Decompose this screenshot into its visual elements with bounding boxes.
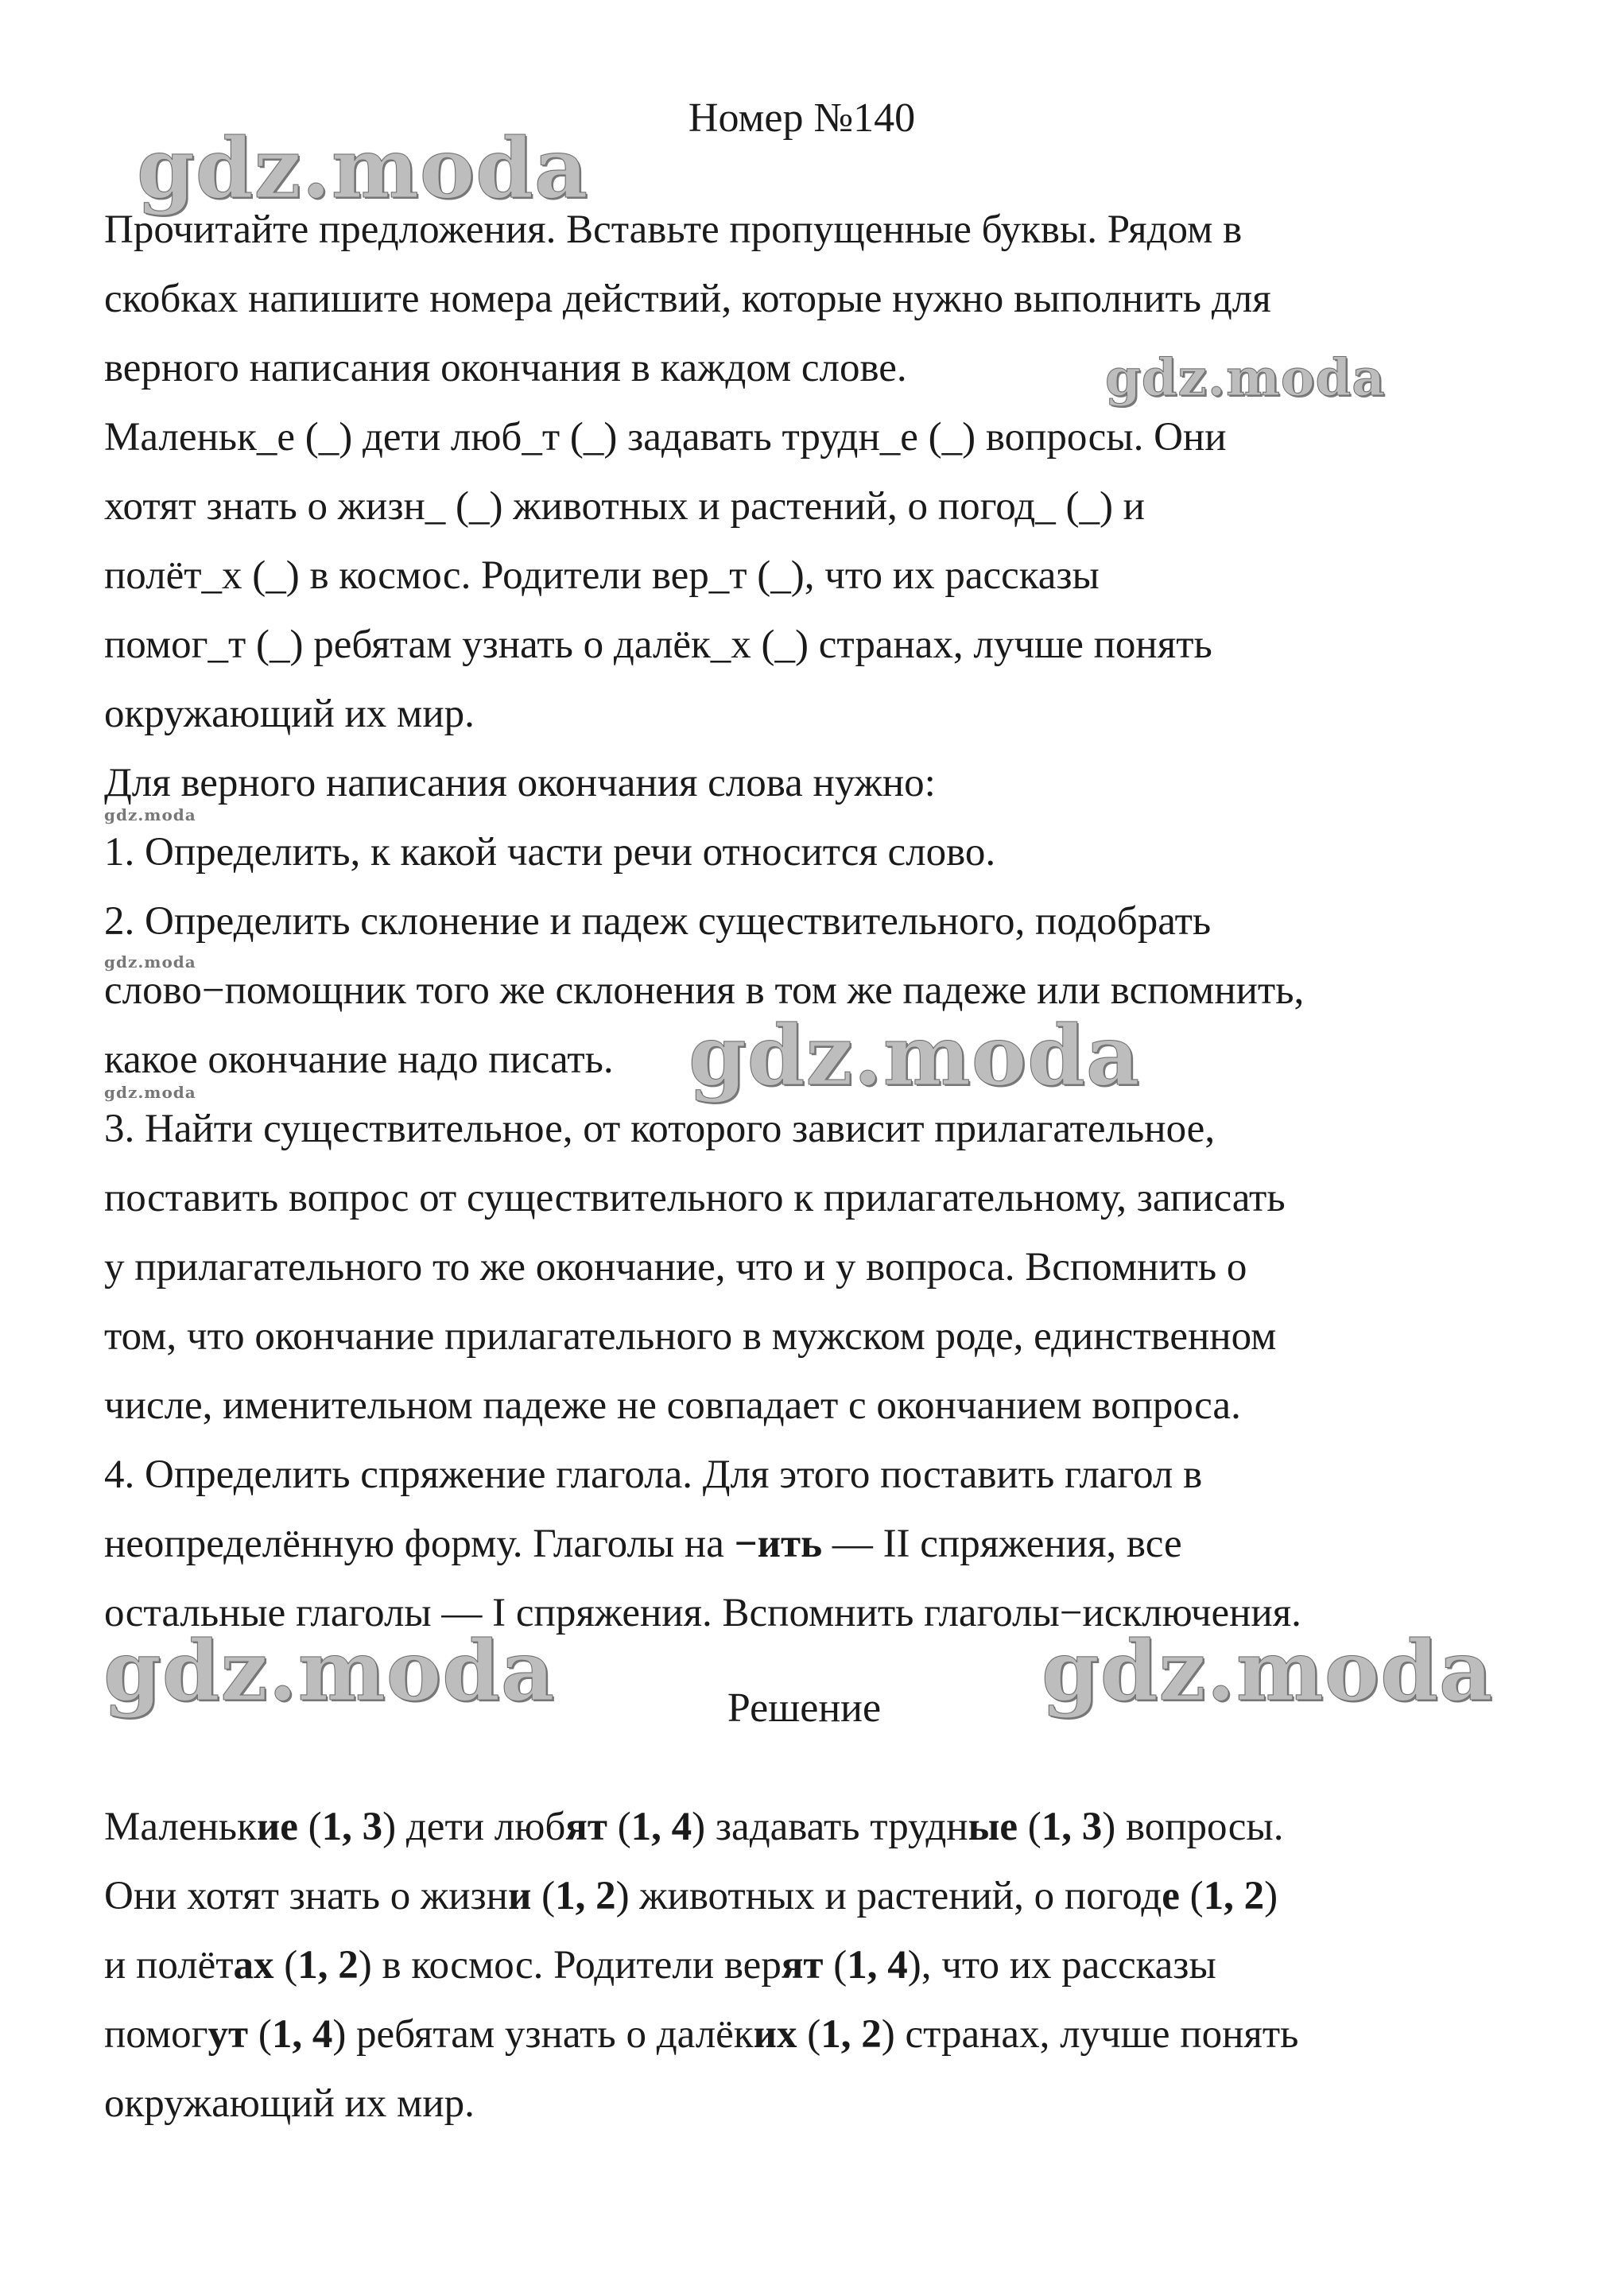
solution-line: окружающий их мир. — [104, 2081, 475, 2126]
rule-text: — II спряжения, все — [822, 1522, 1182, 1566]
watermark-small: gdz.moda — [104, 805, 196, 824]
task-line: какое окончание надо писать. — [104, 1037, 614, 1082]
solution-line: и полётах (1, 2) в космос. Родители верят (1, 4), что их рассказы — [104, 1943, 1216, 1988]
task-line: остальные глаголы — I спряжения. Вспомнить глаголы−исключения. — [104, 1591, 1301, 1635]
watermark-small: gdz.moda — [104, 952, 196, 972]
solution-heading: Решение — [727, 1685, 882, 1731]
task-line: хотят знать о жизн_ (_) животных и растений, о погод_ (_) и — [104, 484, 1145, 529]
watermark-logo: gdz.moda — [103, 1622, 556, 1720]
watermark-logo: gdz.moda — [137, 119, 589, 217]
task-line: скобках напишите номера действий, которые нужно выполнить для — [104, 277, 1271, 321]
solution-line: Маленькие (1, 3) дети любят (1, 4) задавать трудные (1, 3) вопросы. — [104, 1805, 1284, 1849]
task-line: Для верного написания окончания слова нужно: — [104, 761, 936, 805]
task-line: поставить вопрос от существительного к прилагательному, записать — [104, 1176, 1286, 1220]
task-line: 4. Определить спряжение глагола. Для этого поставить глагол в — [104, 1452, 1203, 1497]
page-title: Номер №140 — [688, 95, 916, 141]
rule-suffix: −ить — [734, 1522, 823, 1566]
watermark-logo: gdz.moda — [1041, 1622, 1494, 1720]
task-line: окружающий их мир. — [104, 692, 475, 736]
task-line: 3. Найти существительное, от которого зависит прилагательное, — [104, 1107, 1216, 1151]
watermark-logo: gdz.moda — [689, 1006, 1141, 1104]
solution-line: помогут (1, 4) ребятам узнать о далёких (1, 2) странах, лучше понять — [104, 2012, 1299, 2057]
task-line: полёт_х (_) в космос. Родители вер_т (_), что их рассказы — [104, 553, 1100, 598]
task-line: числе, именительном падеже не совпадает с окончанием вопроса. — [104, 1383, 1241, 1428]
task-line: том, что окончание прилагательного в мужском роде, единственном — [104, 1314, 1277, 1359]
task-line: у прилагательного то же окончание, что и у вопроса. Вспомнить о — [104, 1245, 1247, 1290]
solution-line: Они хотят знать о жизни (1, 2) животных и растений, о погоде (1, 2) — [104, 1874, 1278, 1918]
task-line: 1. Определить, к какой части речи относится слово. — [104, 830, 996, 875]
task-line: помог_т (_) ребятам узнать о далёк_х (_) странах, лучше понять — [104, 622, 1212, 667]
task-line: Прочитайте предложения. Вставьте пропущенные буквы. Рядом в — [104, 207, 1243, 252]
task-text — [104, 196, 1519, 1648]
task-line: верного написания окончания в каждом слове. — [104, 346, 907, 390]
watermark-logo: gdz.moda — [1105, 348, 1386, 408]
task-line: Маленьк_е (_) дети люб_т (_) задавать трудн_е (_) вопросы. Они — [104, 415, 1227, 460]
task-line: слово−помощник того же склонения в том же падеже или вспомнить, — [104, 968, 1305, 1013]
watermark-small: gdz.moda — [104, 1083, 196, 1102]
rule-line — [104, 1510, 1519, 1579]
solution-text — [104, 1793, 1519, 2139]
rule-text: неопределённую форму. Глаголы на — [104, 1522, 735, 1566]
task-line: 2. Определить склонение и падеж существительного, подобрать — [104, 899, 1212, 944]
